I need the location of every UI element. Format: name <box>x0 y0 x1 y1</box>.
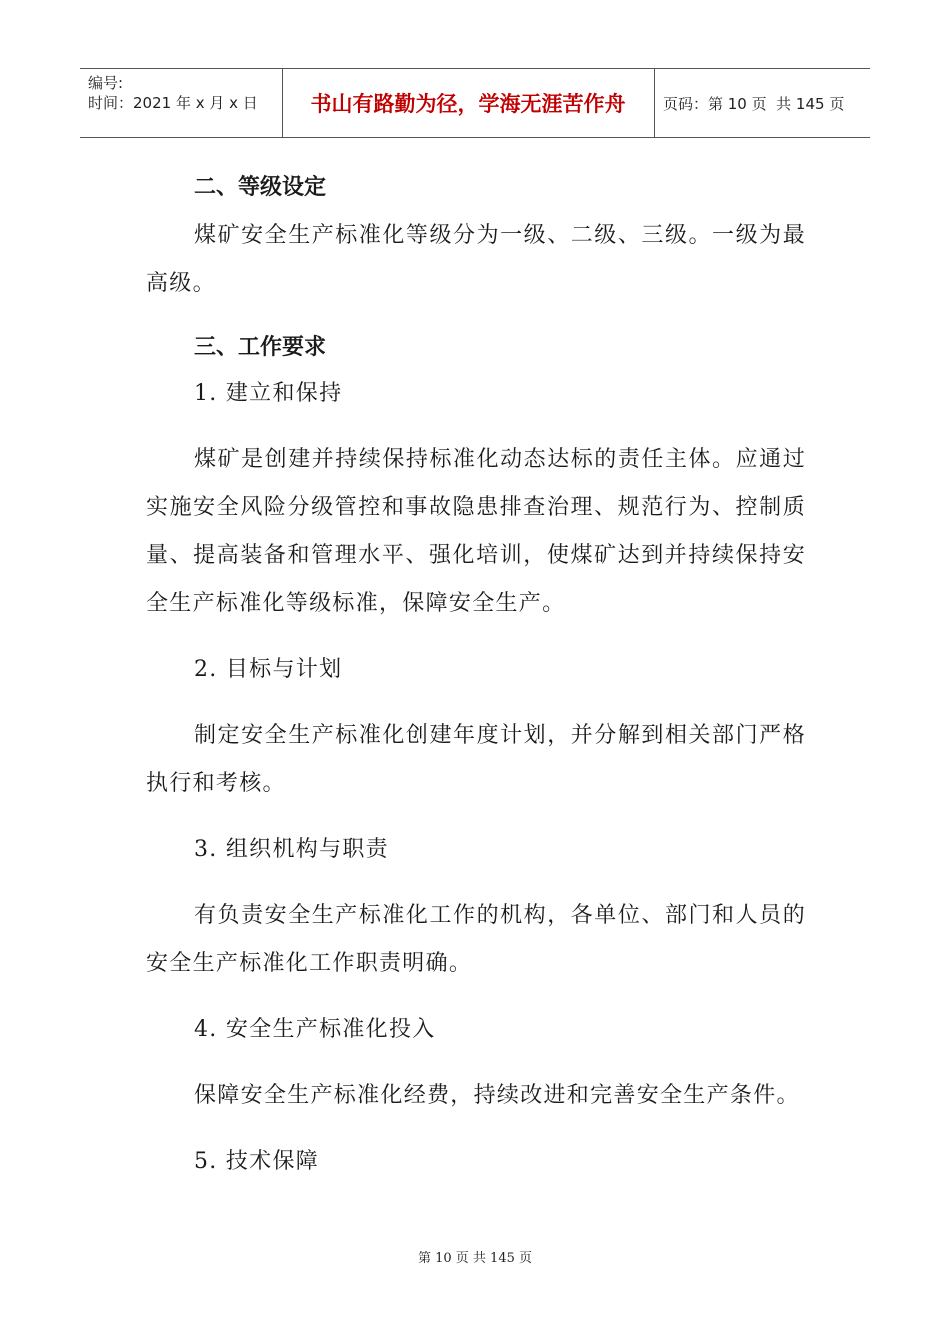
document-body <box>146 168 806 1186</box>
paragraph: 煤矿安全生产标准化等级分为一级、二级、三级。一级为最高级。 <box>146 223 806 296</box>
document-date-label: 时间：2021 年 x 月 x 日 <box>88 94 258 112</box>
document-header <box>80 68 870 138</box>
subsection-heading: 5. 技术保障 <box>194 1149 320 1174</box>
header-page-info <box>663 69 868 137</box>
header-motto: 书山有路勤为径，学海无涯苦作舟 <box>310 92 626 116</box>
page-footer: 第 10 页 共 145 页 <box>417 1251 533 1266</box>
paragraph: 煤矿是创建并持续保持标准化动态达标的责任主体。应通过实施安全风险分级管控和事故隐患排查治理、规范行为、控制质量、提高装备和管理水平、强化培训，使煤矿达到并持续保持安全生产标准化等级标准，保障安全生产。 <box>146 447 806 616</box>
section-heading: 二、等级设定 <box>194 175 327 200</box>
document-number-label: 编号: <box>88 74 124 92</box>
paragraph: 保障安全生产标准化经费，持续改进和完善安全生产条件。 <box>194 1083 800 1108</box>
header-page-info-text: 页码：第 10 页 共 145 页 <box>663 94 845 113</box>
header-divider <box>654 69 655 137</box>
subsection-heading: 2. 目标与计划 <box>194 657 343 682</box>
paragraph: 有负责安全生产标准化工作的机构，各单位、部门和人员的安全生产标准化工作职责明确。 <box>146 903 806 976</box>
section-heading: 三、工作要求 <box>194 335 327 360</box>
subsection-heading: 1. 建立和保持 <box>194 381 343 406</box>
paragraph: 制定安全生产标准化创建年度计划，并分解到相关部门严格执行和考核。 <box>146 723 806 796</box>
subsection-heading: 3. 组织机构与职责 <box>194 837 389 862</box>
subsection-heading: 4. 安全生产标准化投入 <box>194 1017 436 1042</box>
header-meta <box>88 73 278 113</box>
